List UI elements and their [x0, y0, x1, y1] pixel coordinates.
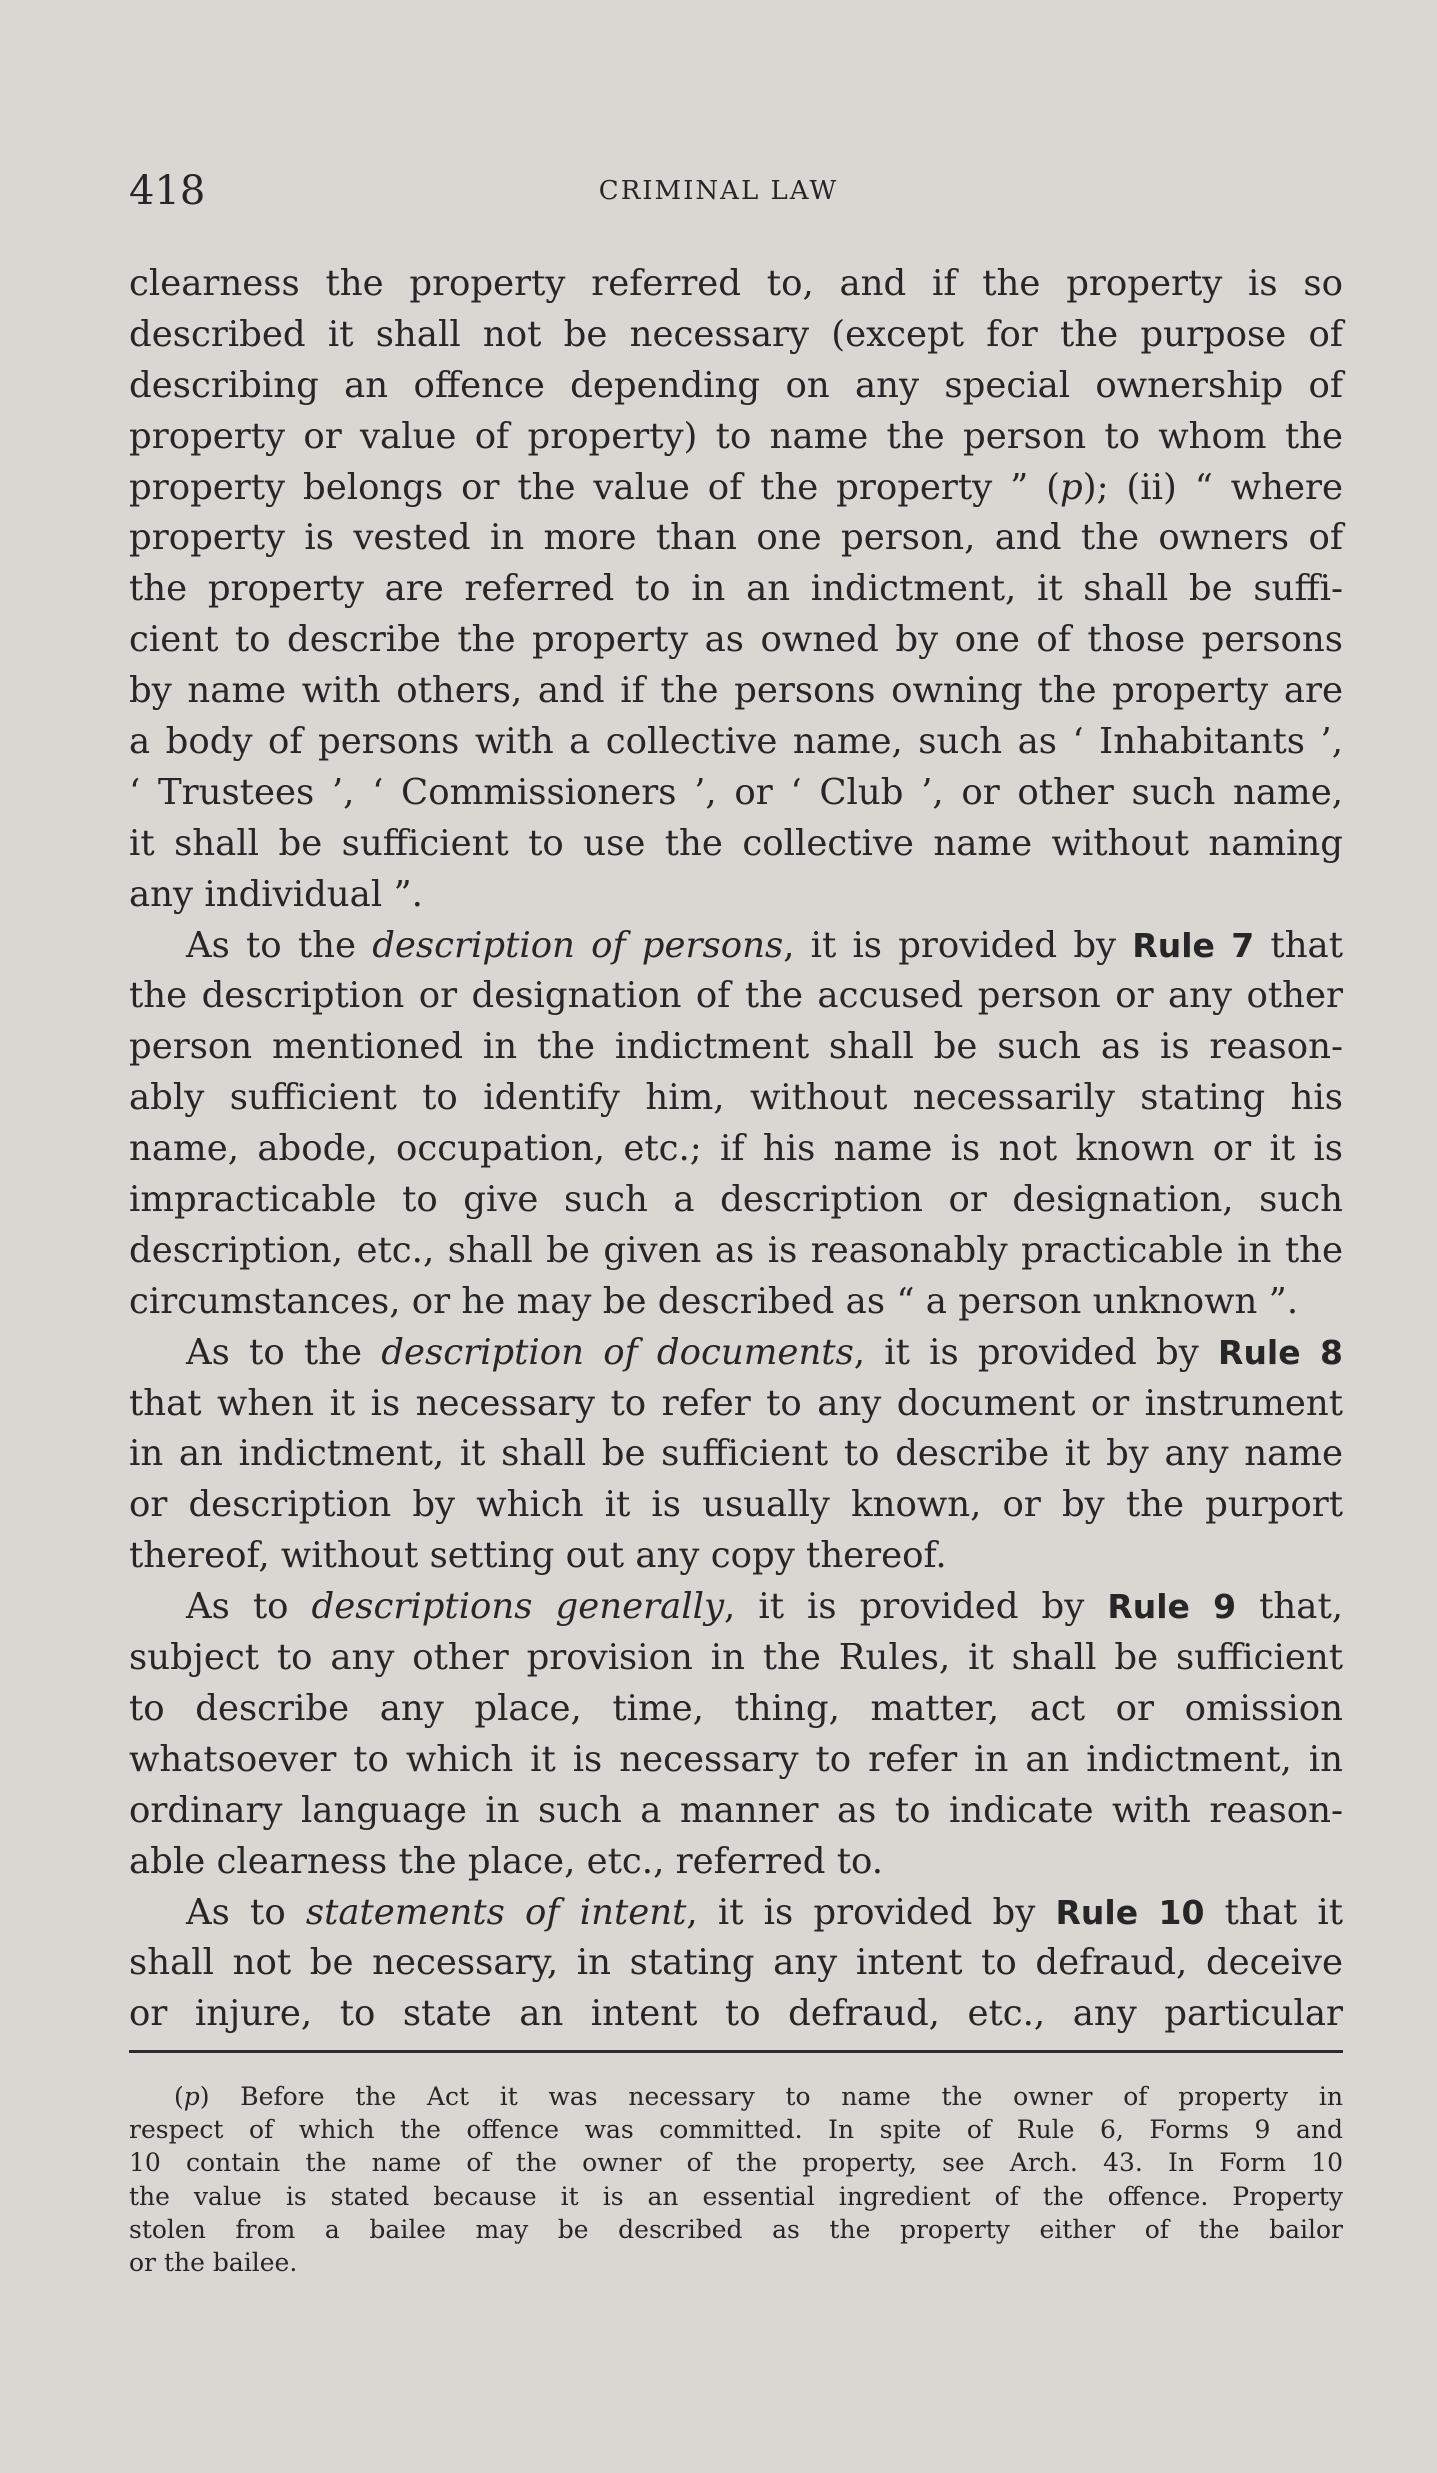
text-line	[129, 1429, 1343, 1480]
italic-text: p	[183, 2082, 200, 2111]
text-line	[129, 361, 1343, 412]
text-segment: shall not be necessary, in stating any intent to defraud, deceive	[129, 1942, 1343, 1984]
text-segment: the property are referred to in an indictment, it shall be suffi-	[129, 568, 1343, 610]
text-segment: in an indictment, it shall be sufficient to describe it by any name	[129, 1433, 1343, 1475]
text-segment: impracticable to give such a description or designation, such	[129, 1179, 1343, 1221]
italic-text: description of persons	[372, 924, 784, 966]
italic-text: description of documents	[381, 1331, 854, 1373]
text-line	[129, 1633, 1343, 1684]
text-segment: name, abode, occupation, etc.; if his name is not known or it is	[129, 1128, 1343, 1170]
text-segment: or the bailee.	[129, 2247, 298, 2277]
text-segment: by name with others, and if the persons owning the property are	[129, 670, 1343, 712]
footnote	[129, 2080, 1343, 2279]
text-segment: or description by which it is usually known, or by the purport	[129, 1484, 1343, 1526]
text-segment: able clearness the place, etc., referred to.	[129, 1840, 884, 1882]
text-segment: property or value of property) to name the person to whom the	[129, 415, 1343, 457]
text-segment: or injure, to state an intent to defraud, etc., any particular	[129, 1993, 1343, 2035]
italic-text: descriptions generally	[311, 1586, 725, 1628]
text-segment: , it is provided by	[853, 1331, 1219, 1373]
text-line	[129, 1531, 1343, 1582]
text-segment: that it	[1204, 1891, 1344, 1933]
text-line	[129, 717, 1343, 768]
text-line	[129, 412, 1343, 463]
text-line	[129, 463, 1343, 514]
footnote-line	[129, 2146, 1343, 2179]
text-segment: that	[1254, 924, 1343, 966]
text-segment: As to	[186, 1586, 312, 1628]
text-line	[129, 1379, 1343, 1430]
text-segment: As to the	[186, 1331, 382, 1373]
page-number: 418	[129, 168, 206, 214]
text-line	[129, 921, 1343, 972]
text-segment: describing an offence depending on any special ownership of	[129, 364, 1343, 406]
text-segment: cient to describe the property as owned by one of those persons	[129, 619, 1343, 661]
text-segment: 10 contain the name of the owner of the property, see Arch. 43. In Form 10	[129, 2148, 1343, 2178]
text-line	[129, 1684, 1343, 1735]
text-segment: to describe any place, time, thing, matter, act or omission	[129, 1687, 1343, 1729]
text-segment: , it is provided by	[783, 924, 1133, 966]
text-segment: (	[174, 2082, 184, 2111]
footnote-line	[129, 2080, 1343, 2113]
text-line	[129, 1328, 1343, 1379]
text-line	[129, 971, 1343, 1022]
footnote-line	[129, 2246, 1343, 2279]
text-segment: property is vested in more than one person, and the owners of	[129, 517, 1343, 559]
text-segment: described it shall not be necessary (except for the purpose of	[129, 313, 1343, 355]
text-segment: the value is stated because it is an essential ingredient of the offence. Property	[129, 2181, 1343, 2211]
text-segment: ably sufficient to identify him, without necessarily stating his	[129, 1077, 1343, 1119]
text-line	[129, 870, 1343, 921]
text-line	[129, 1837, 1343, 1888]
footnote-line	[129, 2180, 1343, 2213]
text-segment: whatsoever to which it is necessary to refer in an indictment, in	[129, 1738, 1343, 1780]
bold-text: Rule 10	[1055, 1892, 1205, 1932]
text-segment: it shall be sufficient to use the collective name without naming	[129, 822, 1343, 864]
text-line	[129, 310, 1343, 361]
text-line	[129, 1888, 1343, 1939]
running-head: CRIMINAL LAW	[598, 176, 839, 206]
body-text	[129, 259, 1343, 2040]
text-segment: thereof, without setting out any copy thereof.	[129, 1535, 947, 1577]
text-segment: person mentioned in the indictment shall be such as is reason-	[129, 1026, 1343, 1068]
bold-text: Rule 9	[1107, 1587, 1237, 1627]
text-line	[129, 259, 1343, 310]
text-line	[129, 1480, 1343, 1531]
text-line	[129, 1735, 1343, 1786]
text-segment: respect of which the offence was committed. In spite of Rule 6, Forms 9 and	[129, 2115, 1343, 2145]
text-segment: ) Before the Act it was necessary to name the owner of property in	[199, 2082, 1343, 2111]
text-line	[129, 1582, 1343, 1633]
text-segment: , it is provided by	[686, 1891, 1056, 1933]
footnote-rule	[129, 2050, 1343, 2053]
text-line	[129, 666, 1343, 717]
footnote-line	[129, 2113, 1343, 2146]
text-segment: ordinary language in such a manner as to indicate with reason-	[129, 1789, 1343, 1831]
text-line	[129, 1226, 1343, 1277]
text-segment: , it is provided by	[724, 1586, 1108, 1628]
text-segment: any individual ”.	[129, 873, 423, 915]
text-segment: that when it is necessary to refer to any document or instrument	[129, 1382, 1343, 1424]
text-line	[129, 1022, 1343, 1073]
text-line	[129, 1277, 1343, 1328]
text-line	[129, 768, 1343, 819]
text-segment: subject to any other provision in the Rules, it shall be sufficient	[129, 1637, 1343, 1679]
text-segment: As to	[186, 1891, 306, 1933]
bold-text: Rule 7	[1132, 925, 1255, 965]
footnote-line	[129, 2213, 1343, 2246]
text-line	[129, 564, 1343, 615]
text-segment: description, etc., shall be given as is reasonably practicable in the	[129, 1229, 1343, 1271]
text-segment: circumstances, or he may be described as “ a person unknown ”.	[129, 1280, 1299, 1322]
text-segment: ); (ii) “ where	[1082, 466, 1343, 508]
text-segment: As to the	[186, 924, 373, 966]
text-line	[129, 1124, 1343, 1175]
italic-text: p	[1060, 466, 1083, 508]
text-segment: property belongs or the value of the property ” (	[129, 466, 1060, 508]
text-segment: a body of persons with a collective name, such as ‘ Inhabitants ’,	[129, 721, 1343, 763]
text-line	[129, 1938, 1343, 1989]
bold-text: Rule 8	[1218, 1332, 1343, 1372]
italic-text: statements of intent	[305, 1891, 687, 1933]
text-segment: the description or designation of the accused person or any other	[129, 975, 1343, 1017]
text-line	[129, 819, 1343, 870]
text-line	[129, 1073, 1343, 1124]
text-segment: clearness the property referred to, and if the property is so	[129, 263, 1343, 304]
text-segment: stolen from a bailee may be described as the property either of the bailor	[129, 2214, 1343, 2244]
text-line	[129, 1786, 1343, 1837]
text-line	[129, 1989, 1343, 2040]
text-segment: that,	[1236, 1586, 1344, 1628]
text-line	[129, 615, 1343, 666]
text-line	[129, 1175, 1343, 1226]
text-line	[129, 513, 1343, 564]
text-segment: ‘ Trustees ’, ‘ Commissioners ’, or ‘ Club ’, or other such name,	[129, 771, 1343, 813]
